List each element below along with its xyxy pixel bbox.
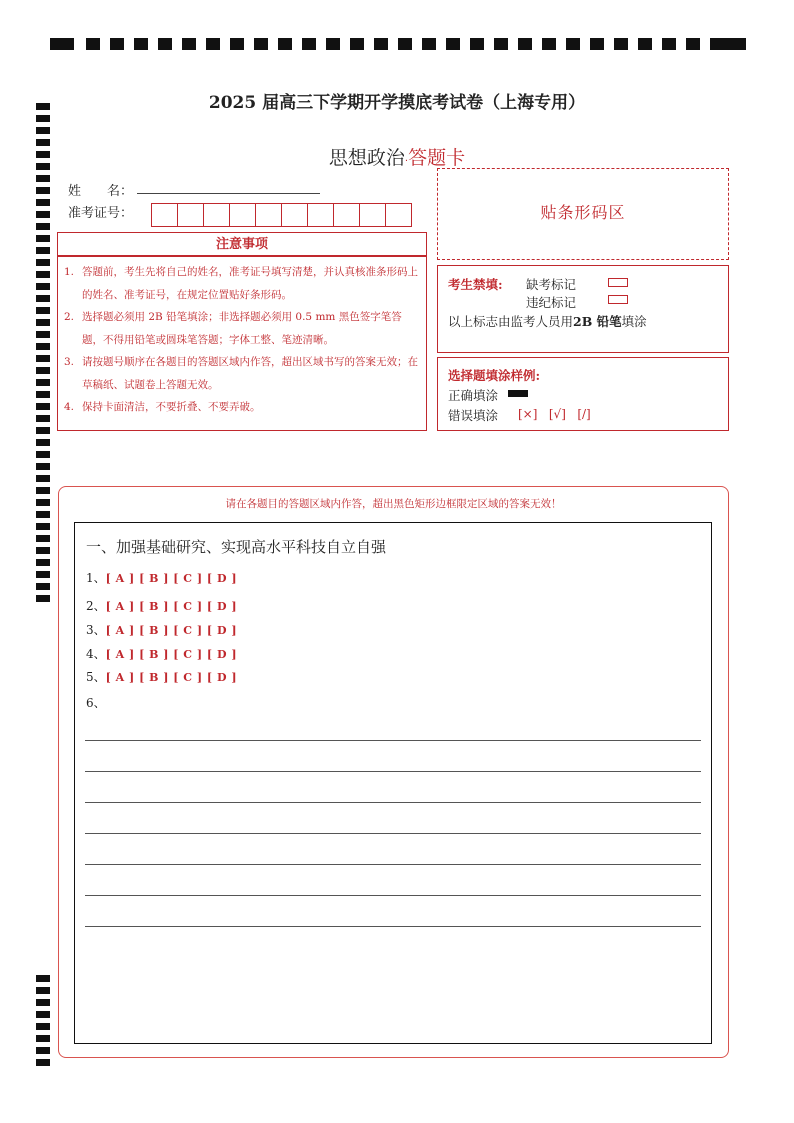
absent-mark-box[interactable] (608, 278, 628, 287)
timing-mark (614, 38, 628, 50)
timing-mark (36, 1059, 50, 1066)
timing-mark (86, 38, 100, 50)
timing-mark (278, 38, 292, 50)
timing-mark (36, 439, 50, 446)
timing-mark (158, 38, 172, 50)
timing-mark (374, 38, 388, 50)
timing-mark (36, 307, 50, 314)
question-number: 4、 (86, 647, 106, 661)
id-digit-box[interactable] (385, 203, 412, 227)
notice-item-text: 答题前，考生先将自己的姓名，准考证号填写清楚，并认真核准条形码上的姓名、准考证号，在规定位置贴好条形码。 (82, 266, 418, 301)
timing-mark (326, 38, 340, 50)
timing-mark (36, 535, 50, 542)
answer-line[interactable] (85, 864, 701, 865)
choice-question (86, 569, 237, 586)
timing-mark (36, 211, 50, 218)
timing-mark (36, 559, 50, 566)
timing-mark (36, 259, 50, 266)
answer-options[interactable]: [ A ] [ B ] [ C ] [ D ] (105, 624, 238, 637)
timing-mark (36, 571, 50, 578)
answer-line[interactable] (85, 740, 701, 741)
section-title: 一、加强基础研究、实现高水平科技自立自强 (86, 538, 387, 556)
timing-mark (518, 38, 532, 50)
notice-list (57, 256, 427, 431)
timing-mark (36, 355, 50, 362)
choice-question (86, 621, 237, 638)
exam-title: 2025 届高三下学期开学摸底考试卷（上海专用） (208, 93, 586, 113)
timing-mark (350, 38, 364, 50)
timing-mark (36, 115, 50, 122)
timing-mark (566, 38, 580, 50)
notice-item-text: 选择题必须用 2B 铅笔填涂；非选择题必须用 0.5 mm 黑色签字笔答题，不得用铅笔或圆珠笔答题；字体工整、笔迹清晰。 (82, 311, 402, 346)
filled-sample-mark (508, 390, 528, 397)
subject-name: 思想政治 (328, 147, 405, 169)
notice-item (64, 351, 420, 396)
timing-mark (36, 1011, 50, 1018)
notice-item-number: 1. (64, 266, 75, 278)
timing-mark (36, 223, 50, 230)
id-digit-box[interactable] (177, 203, 204, 227)
timing-mark (302, 38, 316, 50)
barcode-area: 贴条形码区 (437, 168, 729, 260)
id-digit-box[interactable] (333, 203, 360, 227)
timing-mark (36, 199, 50, 206)
forbid-title: 考生禁填: (448, 277, 503, 292)
notice-item-text: 保持卡面清洁，不要折叠、不要弄破。 (82, 401, 261, 413)
timing-mark (36, 511, 50, 518)
timing-mark (36, 427, 50, 434)
sample-title: 选择题填涂样例: (448, 368, 541, 383)
timing-mark (230, 38, 244, 50)
question-number: 5、 (86, 670, 106, 684)
timing-mark (36, 1023, 50, 1030)
answer-line[interactable] (85, 771, 701, 772)
id-digit-box[interactable] (281, 203, 308, 227)
violation-label: 违纪标记 (526, 295, 577, 310)
notice-item-number: 2. (64, 311, 75, 323)
id-number-boxes[interactable] (152, 203, 412, 225)
notice-title: 注意事项 (57, 232, 427, 256)
forbid-panel (437, 265, 729, 353)
answer-options[interactable]: [ A ] [ B ] [ C ] [ D ] (105, 648, 238, 661)
answer-line[interactable] (85, 926, 701, 927)
correct-label: 正确填涂 (448, 388, 499, 403)
id-digit-box[interactable] (229, 203, 256, 227)
timing-mark (494, 38, 508, 50)
timing-mark (36, 271, 50, 278)
id-digit-box[interactable] (151, 203, 178, 227)
timing-mark (542, 38, 556, 50)
timing-mark (398, 38, 412, 50)
timing-mark (36, 367, 50, 374)
timing-mark (446, 38, 460, 50)
forbid-note-bold: 2B 铅笔 (573, 314, 622, 329)
answer-line[interactable] (85, 833, 701, 834)
timing-mark (36, 415, 50, 422)
sample-panel (437, 357, 729, 431)
choice-question (86, 645, 237, 662)
name-field[interactable] (137, 193, 320, 194)
timing-mark (36, 127, 50, 134)
card-label: 答题卡 (408, 147, 466, 169)
timing-mark (36, 999, 50, 1006)
answer-line[interactable] (85, 802, 701, 803)
timing-mark (36, 235, 50, 242)
timing-mark (36, 295, 50, 302)
answer-warning: 请在各题目的答题区域内作答，超出黑色矩形边框限定区域的答案无效！ (225, 498, 562, 510)
violation-mark-box[interactable] (608, 295, 628, 304)
timing-mark (36, 975, 50, 982)
timing-mark (590, 38, 604, 50)
timing-mark (36, 475, 50, 482)
id-digit-box[interactable] (255, 203, 282, 227)
timing-mark (470, 38, 484, 50)
question-number: 3、 (86, 623, 106, 637)
forbid-note-prefix: 以上标志由监考人员用 (448, 314, 574, 329)
id-digit-box[interactable] (359, 203, 386, 227)
id-digit-box[interactable] (203, 203, 230, 227)
timing-mark (36, 187, 50, 194)
id-label: 准考证号： (68, 206, 134, 221)
question-number: 2、 (86, 599, 106, 613)
timing-mark (182, 38, 196, 50)
timing-mark (36, 583, 50, 590)
timing-mark (254, 38, 268, 50)
choice-question (86, 597, 237, 614)
notice-item-number: 3. (64, 356, 75, 368)
timing-mark (36, 1047, 50, 1054)
timing-mark (36, 379, 50, 386)
subject-dot: · (404, 156, 409, 167)
timing-mark (36, 463, 50, 470)
timing-mark (36, 283, 50, 290)
timing-mark (36, 499, 50, 506)
wrong-marks: [×] [√] [/] (518, 407, 591, 421)
timing-mark (36, 987, 50, 994)
timing-mark (36, 595, 50, 602)
timing-mark (206, 38, 220, 50)
notice-item (64, 306, 420, 351)
absent-label: 缺考标记 (526, 277, 577, 292)
timing-mark (36, 451, 50, 458)
timing-mark (36, 523, 50, 530)
notice-item (64, 261, 420, 306)
notice-item-text: 请按题号顺序在各题目的答题区域内作答，超出区域书写的答案无效；在草稿纸、试题卷上答题无效。 (82, 356, 418, 391)
timing-mark (36, 319, 50, 326)
timing-mark (36, 247, 50, 254)
timing-mark (36, 175, 50, 182)
question-number: 1、 (86, 571, 106, 585)
timing-mark (36, 343, 50, 350)
notice-item (64, 396, 420, 419)
answer-options[interactable]: [ A ] [ B ] [ C ] [ D ] (105, 572, 238, 585)
q6-label: 6、 (86, 696, 106, 710)
wrong-label: 错误填涂 (448, 408, 499, 423)
choice-question (86, 668, 237, 685)
timing-mark (36, 487, 50, 494)
timing-mark (36, 547, 50, 554)
timing-mark (686, 38, 700, 50)
timing-mark (662, 38, 676, 50)
notice-item-number: 4. (64, 401, 75, 413)
answer-line[interactable] (85, 895, 701, 896)
answer-options[interactable]: [ A ] [ B ] [ C ] [ D ] (105, 600, 238, 613)
forbid-note-suffix: 填涂 (621, 314, 647, 329)
forbid-note (448, 312, 647, 330)
timing-mark (134, 38, 148, 50)
timing-mark (36, 391, 50, 398)
timing-mark (722, 38, 746, 50)
timing-mark (36, 1035, 50, 1042)
subject-heading (0, 143, 794, 170)
timing-mark (638, 38, 652, 50)
top-timing-marks (50, 38, 746, 50)
timing-mark (36, 403, 50, 410)
timing-mark (422, 38, 436, 50)
timing-mark (36, 331, 50, 338)
answer-options[interactable]: [ A ] [ B ] [ C ] [ D ] (105, 671, 238, 684)
name-label: 姓 名： (68, 184, 134, 199)
timing-mark (110, 38, 124, 50)
id-digit-box[interactable] (307, 203, 334, 227)
